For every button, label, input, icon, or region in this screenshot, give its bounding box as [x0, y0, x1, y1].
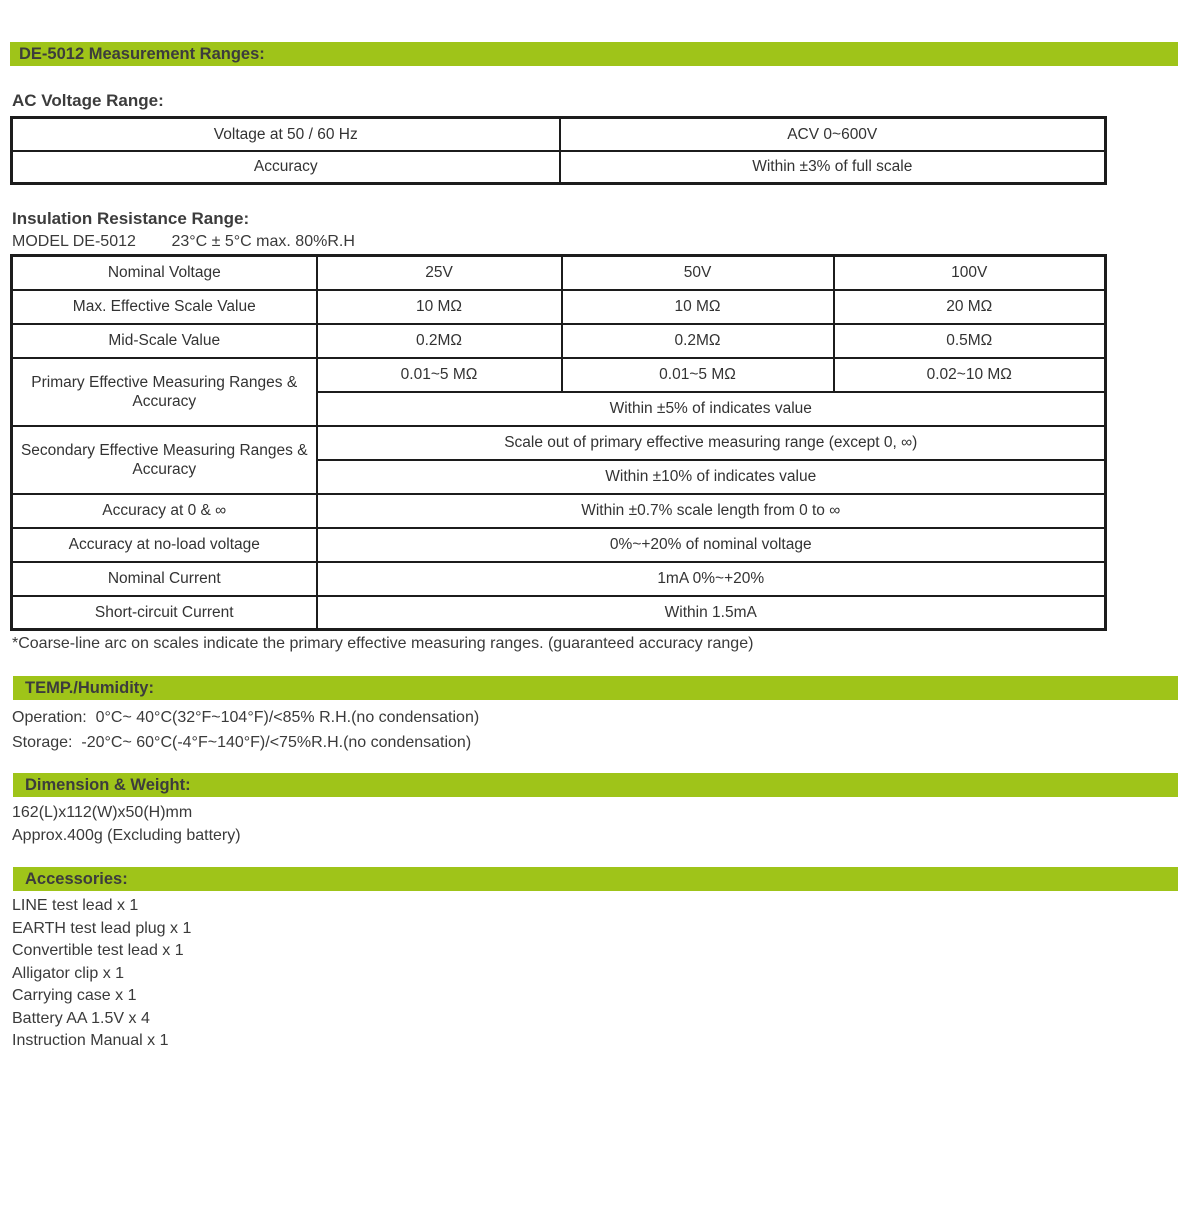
- mid-scale-c1: 0.2MΩ: [317, 324, 562, 358]
- max-scale-label: Max. Effective Scale Value: [12, 290, 317, 324]
- title-bar: DE-5012 Measurement Ranges:: [10, 42, 1178, 66]
- ac-voltage-value: ACV 0~600V: [560, 118, 1106, 151]
- table-row: [12, 290, 1106, 324]
- nominal-voltage-100: 100V: [834, 256, 1106, 290]
- operation-range-line: Operation: 0°C~ 40°C(32°F~104°F)/<85% R.H.(no condensation): [12, 709, 480, 726]
- dimension-line: 162(L)x112(W)x50(H)mm: [12, 804, 193, 821]
- short-circuit-label: Short-circuit Current: [12, 596, 317, 630]
- accessory-item: Battery AA 1.5V x 4: [12, 1009, 150, 1027]
- primary-accuracy: Within ±5% of indicates value: [317, 392, 1106, 426]
- accessory-item: Convertible test lead x 1: [12, 942, 184, 959]
- mid-scale-c2: 0.2MΩ: [562, 324, 834, 358]
- ac-voltage-label: Voltage at 50 / 60 Hz: [12, 118, 560, 151]
- max-scale-c3: 20 MΩ: [834, 290, 1106, 324]
- insulation-model-conditions: MODEL DE-5012 23°C ± 5°C max. 80%R.H: [12, 233, 355, 250]
- accessory-item: Carrying case x 1: [12, 987, 137, 1004]
- table-row: [12, 562, 1106, 596]
- accuracy-zero-inf-label: Accuracy at 0 & ∞: [12, 494, 317, 528]
- short-circuit-value: Within 1.5mA: [317, 596, 1106, 630]
- accessory-item: Alligator clip x 1: [12, 964, 125, 982]
- ac-voltage-table: [10, 116, 1107, 185]
- max-scale-c2: 10 MΩ: [562, 290, 834, 324]
- mid-scale-c3: 0.5MΩ: [834, 324, 1106, 358]
- insulation-table: [10, 254, 1107, 631]
- table-row: [12, 494, 1106, 528]
- table-row: [12, 151, 1106, 184]
- nominal-voltage-50: 50V: [562, 256, 834, 290]
- accuracy-noload-value: 0%~+20% of nominal voltage: [317, 528, 1106, 562]
- dimension-weight-bar: Dimension & Weight:: [13, 773, 1178, 797]
- weight-line: Approx.400g (Excluding battery): [12, 827, 241, 844]
- table-row: [12, 256, 1106, 290]
- primary-range-c3: 0.02~10 MΩ: [834, 358, 1106, 392]
- accuracy-zero-inf-value: Within ±0.7% scale length from 0 to ∞: [317, 494, 1106, 528]
- table-row: [12, 358, 1106, 392]
- nominal-voltage-label: Nominal Voltage: [12, 256, 317, 290]
- accessory-item: LINE test lead x 1: [12, 897, 139, 914]
- nominal-current-value: 1mA 0%~+20%: [317, 562, 1106, 596]
- table-row: [12, 118, 1106, 151]
- max-scale-c1: 10 MΩ: [317, 290, 562, 324]
- primary-range-label: Primary Effective Measuring Ranges & Accuracy: [12, 358, 317, 426]
- ac-voltage-heading: AC Voltage Range:: [12, 91, 164, 110]
- insulation-heading: Insulation Resistance Range:: [12, 209, 250, 228]
- table-row: [12, 596, 1106, 630]
- primary-range-c2: 0.01~5 MΩ: [562, 358, 834, 392]
- table-row: [12, 528, 1106, 562]
- table-footnote: *Coarse-line arc on scales indicate the primary effective measuring ranges. (guaranteed accuracy range): [12, 635, 754, 652]
- ac-accuracy-value: Within ±3% of full scale: [560, 151, 1106, 184]
- accessories-bar: Accessories:: [13, 867, 1178, 891]
- temp-humidity-bar: TEMP./Humidity:: [13, 676, 1178, 700]
- secondary-range-label: Secondary Effective Measuring Ranges & Accuracy: [12, 426, 317, 494]
- table-row: [12, 324, 1106, 358]
- table-row: [12, 426, 1106, 460]
- storage-range-line: Storage: -20°C~ 60°C(-4°F~140°F)/<75%R.H.(no condensation): [12, 734, 472, 751]
- mid-scale-label: Mid-Scale Value: [12, 324, 317, 358]
- accuracy-noload-label: Accuracy at no-load voltage: [12, 528, 317, 562]
- accessory-item: EARTH test lead plug x 1: [12, 919, 192, 937]
- nominal-current-label: Nominal Current: [12, 562, 317, 596]
- secondary-accuracy: Within ±10% of indicates value: [317, 460, 1106, 494]
- spec-sheet-page: [0, 42, 1190, 1210]
- ac-accuracy-label: Accuracy: [12, 151, 560, 184]
- primary-range-c1: 0.01~5 MΩ: [317, 358, 562, 392]
- nominal-voltage-25: 25V: [317, 256, 562, 290]
- secondary-range: Scale out of primary effective measuring range (except 0, ∞): [317, 426, 1106, 460]
- accessory-item: Instruction Manual x 1: [12, 1032, 169, 1049]
